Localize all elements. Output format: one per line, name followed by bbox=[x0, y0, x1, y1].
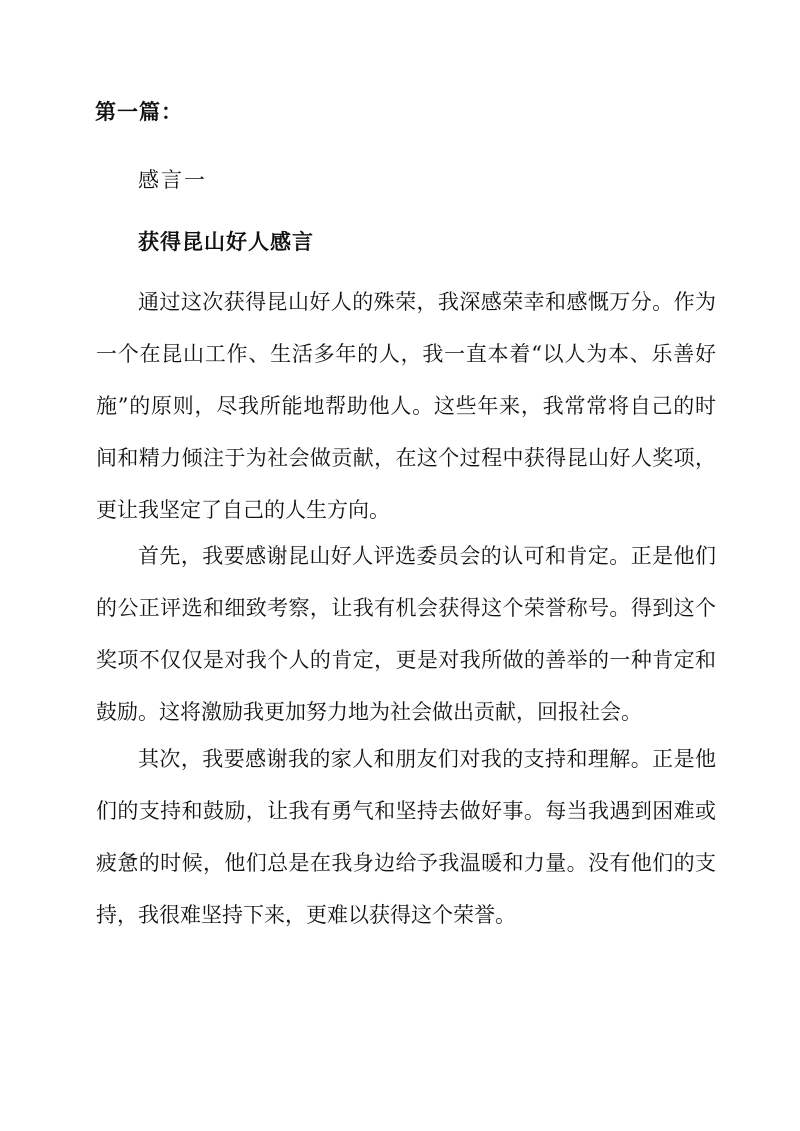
paragraph-line: 的公正评选和细致考察，让我有机会获得这个荣誉称号。得到这个 bbox=[96, 596, 716, 620]
paragraph-line: 持，我很难坚持下来，更难以获得这个荣誉。 bbox=[96, 903, 516, 927]
paragraph-line: 施”的原则，尽我所能地帮助他人。这些年来，我常常将自己的时 bbox=[96, 394, 716, 418]
paragraph-line: 首先，我要感谢昆山好人评选委员会的认可和肯定。正是他们 bbox=[138, 544, 716, 568]
section-title: 第一篇： bbox=[95, 99, 183, 124]
paragraph-line: 间和精力倾注于为社会做贡献，在这个过程中获得昆山好人奖项， bbox=[96, 446, 716, 470]
paragraph-line: 通过这次获得昆山好人的殊荣，我深感荣幸和感慨万分。作为 bbox=[138, 290, 716, 314]
article-heading: 获得昆山好人感言 bbox=[138, 229, 314, 254]
paragraph-line: 其次，我要感谢我的家人和朋友们对我的支持和理解。正是他 bbox=[138, 747, 716, 771]
paragraph-3 bbox=[96, 746, 716, 954]
paragraph-line: 鼓励。这将激励我更加努力地为社会做出贡献，回报社会。 bbox=[96, 700, 642, 724]
paragraph-line: 更让我坚定了自己的人生方向。 bbox=[96, 498, 390, 522]
subtitle: 感言一 bbox=[138, 168, 207, 192]
paragraph-line: 疲惫的时候，他们总是在我身边给予我温暖和力量。没有他们的支 bbox=[96, 851, 716, 875]
paragraph-line: 们的支持和鼓励，让我有勇气和坚持去做好事。每当我遇到困难或 bbox=[96, 799, 716, 823]
paragraph-2 bbox=[96, 543, 716, 751]
paragraph-1 bbox=[96, 289, 716, 549]
paragraph-line: 一个在昆山工作、生活多年的人，我一直本着“以人为本、乐善好 bbox=[96, 342, 716, 366]
paragraph-line: 奖项不仅仅是对我个人的肯定，更是对我所做的善举的一种肯定和 bbox=[96, 648, 716, 672]
